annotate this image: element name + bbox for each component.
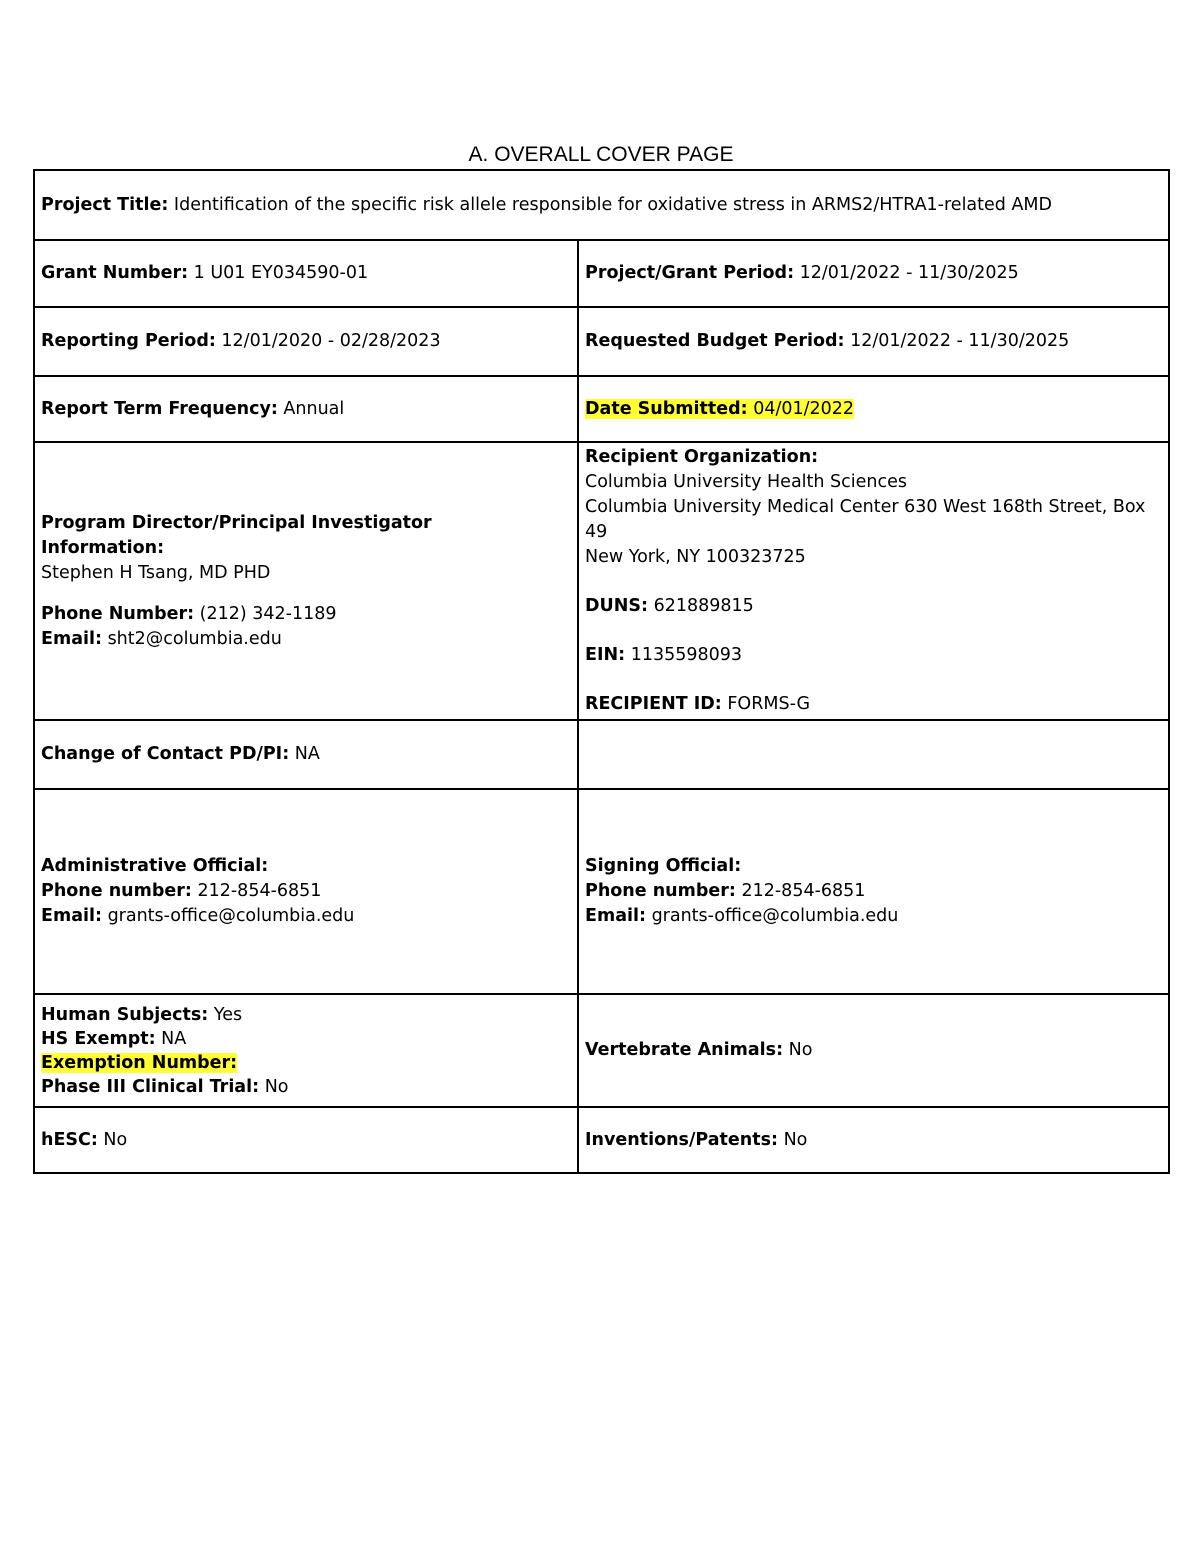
human-subjects-label: Human Subjects: bbox=[41, 1004, 209, 1025]
hs-exempt-label: HS Exempt: bbox=[41, 1028, 156, 1049]
pd-pi-cell bbox=[34, 442, 578, 720]
human-subjects-cell bbox=[34, 994, 578, 1107]
pd-pi-email: sht2@columbia.edu bbox=[102, 628, 282, 649]
project-period-cell bbox=[578, 240, 1169, 307]
pd-pi-label-line1: Program Director/Principal Investigator bbox=[41, 512, 432, 533]
hesc-cell bbox=[34, 1107, 578, 1173]
budget-period-cell bbox=[578, 307, 1169, 376]
budget-period-value: 12/01/2022 - 11/30/2025 bbox=[844, 331, 1070, 351]
pd-pi-name: Stephen H Tsang, MD PHD bbox=[41, 562, 271, 583]
reporting-period-cell bbox=[34, 307, 578, 376]
vertebrate-label: Vertebrate Animals: bbox=[585, 1040, 784, 1060]
inventions-label: Inventions/Patents: bbox=[585, 1129, 778, 1150]
exemption-number-label: Exemption Number: bbox=[41, 1052, 238, 1073]
admin-official-label: Administrative Official: bbox=[41, 856, 269, 876]
report-frequency-cell bbox=[34, 376, 578, 442]
reporting-period-value: 12/01/2020 - 02/28/2023 bbox=[215, 331, 441, 351]
admin-official-cell bbox=[34, 789, 578, 994]
grant-number-cell bbox=[34, 240, 578, 307]
signing-official-cell bbox=[578, 789, 1169, 994]
recipient-line1: Columbia University Health Sciences bbox=[585, 472, 908, 492]
inventions-cell bbox=[578, 1107, 1169, 1173]
recipient-cell bbox=[578, 442, 1169, 720]
signing-email-label: Email: bbox=[585, 906, 646, 926]
reporting-period-label: Reporting Period: bbox=[41, 331, 216, 351]
grant-number-label: Grant Number: bbox=[41, 263, 189, 283]
human-subjects-value: Yes bbox=[208, 1004, 243, 1025]
date-submitted-value: 04/01/2022 bbox=[747, 398, 855, 419]
duns-value: 621889815 bbox=[648, 596, 754, 616]
exemption-number-highlight bbox=[41, 1053, 237, 1073]
cover-table bbox=[33, 169, 1170, 1174]
hesc-value: No bbox=[97, 1129, 128, 1150]
duns-label: DUNS: bbox=[585, 596, 648, 616]
project-title-cell bbox=[34, 170, 1169, 240]
project-title-label: Project Title: bbox=[41, 194, 169, 215]
recipient-id-value: FORMS-G bbox=[721, 694, 811, 714]
hs-exempt-value: NA bbox=[155, 1028, 187, 1049]
admin-email: grants-office@columbia.edu bbox=[102, 906, 355, 926]
pd-pi-phone: (212) 342-1189 bbox=[194, 603, 337, 624]
pd-pi-label-line2: Information: bbox=[41, 537, 165, 558]
recipient-line3: 49 bbox=[585, 522, 608, 542]
hesc-label: hESC: bbox=[41, 1129, 98, 1150]
ein-value: 1135598093 bbox=[625, 645, 743, 665]
project-title-value: Identification of the specific risk allele responsible for oxidative stress in ARMS2/HTRA1-related AMD bbox=[168, 194, 1052, 215]
recipient-line4: New York, NY 100323725 bbox=[585, 547, 806, 567]
change-contact-value: NA bbox=[289, 744, 320, 764]
change-contact-cell bbox=[34, 720, 578, 789]
ein-label: EIN: bbox=[585, 645, 626, 665]
admin-email-label: Email: bbox=[41, 906, 102, 926]
phase3-label: Phase III Clinical Trial: bbox=[41, 1076, 260, 1097]
change-contact-label: Change of Contact PD/PI: bbox=[41, 744, 290, 764]
signing-phone-label: Phone number: bbox=[585, 881, 736, 901]
project-period-label: Project/Grant Period: bbox=[585, 263, 795, 283]
recipient-id-label: RECIPIENT ID: bbox=[585, 694, 722, 714]
admin-phone: 212-854-6851 bbox=[191, 881, 322, 901]
admin-phone-label: Phone number: bbox=[41, 881, 192, 901]
date-submitted-highlight bbox=[585, 399, 854, 419]
page-title: A. OVERALL COVER PAGE bbox=[468, 143, 734, 166]
signing-official-label: Signing Official: bbox=[585, 856, 742, 876]
date-submitted-label: Date Submitted: bbox=[585, 398, 748, 419]
vertebrate-cell bbox=[578, 994, 1169, 1107]
pd-pi-email-label: Email: bbox=[41, 628, 102, 649]
report-frequency-value: Annual bbox=[277, 398, 345, 419]
grant-number-value: 1 U01 EY034590-01 bbox=[188, 263, 369, 283]
vertebrate-value: No bbox=[783, 1040, 813, 1060]
budget-period-label: Requested Budget Period: bbox=[585, 331, 845, 351]
phase3-value: No bbox=[259, 1076, 289, 1097]
project-period-value: 12/01/2022 - 11/30/2025 bbox=[794, 263, 1019, 283]
recipient-line2: Columbia University Medical Center 630 West 168th Street, Box bbox=[585, 497, 1146, 517]
inventions-value: No bbox=[778, 1129, 808, 1150]
pd-pi-phone-label: Phone Number: bbox=[41, 603, 195, 624]
recipient-label: Recipient Organization: bbox=[585, 447, 819, 467]
empty-cell bbox=[578, 720, 1169, 789]
signing-phone: 212-854-6851 bbox=[735, 881, 866, 901]
report-frequency-label: Report Term Frequency: bbox=[41, 398, 278, 419]
signing-email: grants-office@columbia.edu bbox=[646, 906, 899, 926]
date-submitted-cell bbox=[578, 376, 1169, 442]
